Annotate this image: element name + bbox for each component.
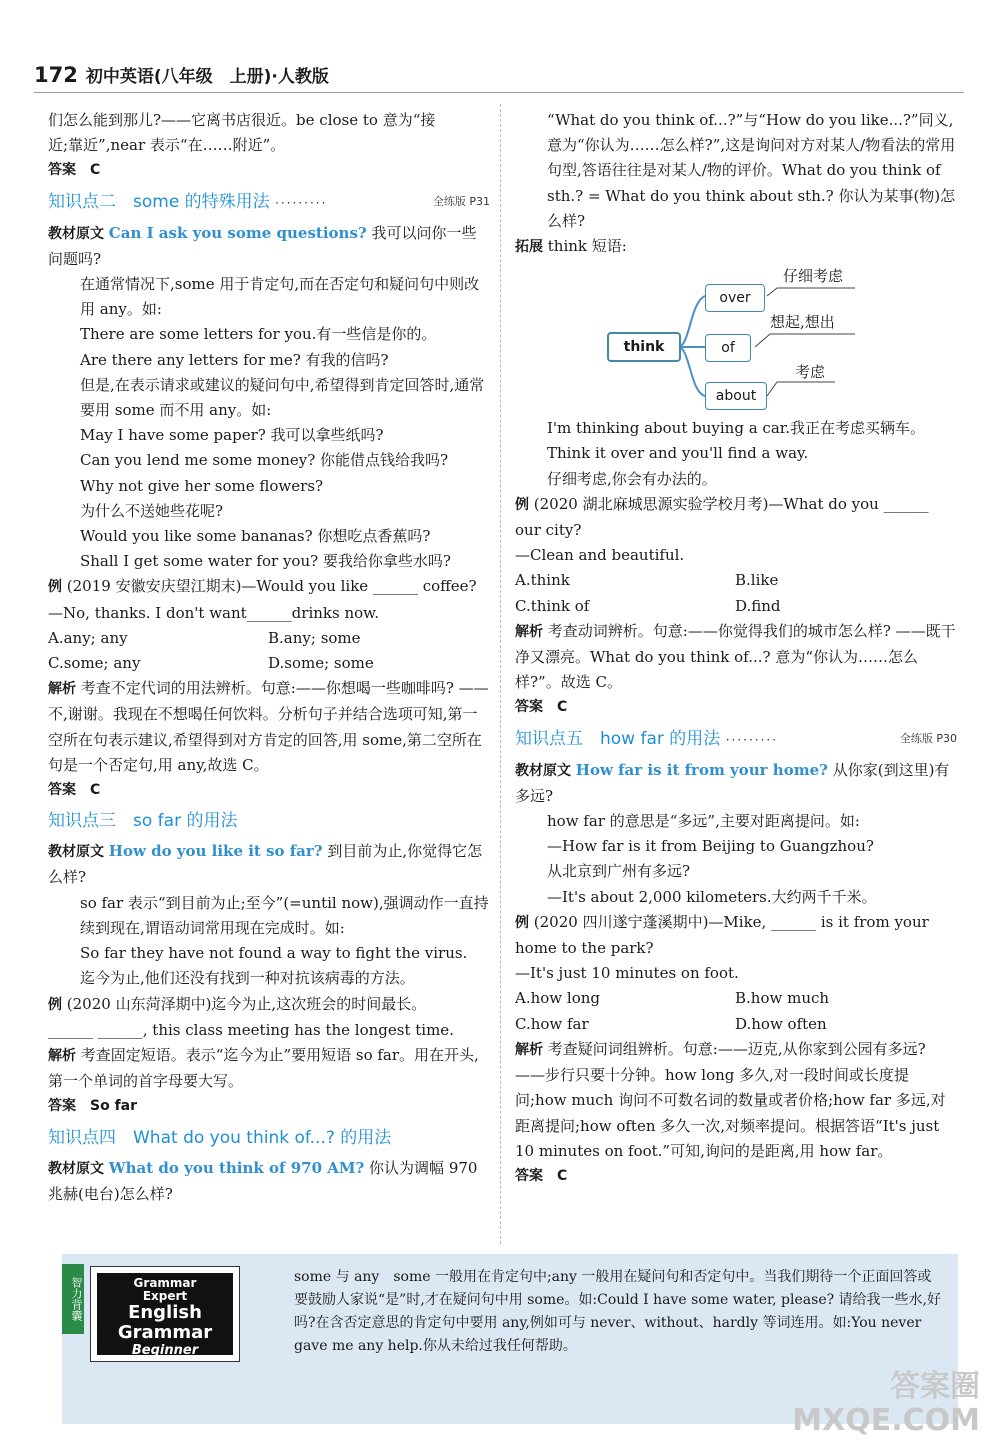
analysis: 解析 考查固定短语。表示“迄今为止”要用短语 so far。用在开头,第一个单词的首字母要大写。 <box>48 1045 479 1091</box>
mindmap-meaning-about: 考虑 <box>795 363 826 382</box>
example-sentence: There are some letters for you.有一些信是你的。 <box>80 325 437 344</box>
right-column <box>515 108 957 1189</box>
mindmap-meaning-over: 仔细考虑 <box>783 267 844 286</box>
grammar-book-logo: Grammar Expert English Grammar Beginner <box>90 1266 240 1362</box>
intro-line: 们怎么能到那儿?——它离书店很近。be close to 意为“接 <box>48 111 436 129</box>
options <box>515 568 957 593</box>
mindmap-node-of: of <box>705 334 751 362</box>
exercise-question: —It's just 10 minutes on foot. <box>515 964 739 983</box>
example-sentence: Are there any letters for me? 有我的信吗? <box>80 350 389 369</box>
example-sentence: 迄今为止,他们还没有找到一种对抗该病毒的方法。 <box>80 969 415 988</box>
intro-line: 近;靠近”,near 表示“在……附近”。 <box>48 136 286 155</box>
options <box>515 594 957 619</box>
explanation: 但是,在表示请求或建议的疑问句中,希望得到肯定回答时,通常要用 some 而不用 any。如: <box>80 375 485 420</box>
source-text: 教材原文 What do you think of 970 AM? 你认为调幅 970 兆赫(电台)怎么样? <box>48 1158 478 1203</box>
watermark: 答案圈 MXQE.COM <box>792 1369 980 1438</box>
answer: 答案 C <box>48 782 101 799</box>
example-sentence: 仔细考虑,你会有办法的。 <box>547 469 717 488</box>
exercise-question: —No, thanks. I don't want______drinks now. <box>48 603 379 622</box>
example-sentence: Why not give her some flowers? <box>80 476 324 495</box>
option: C.think of <box>515 596 590 615</box>
page-number: 172 <box>34 63 78 87</box>
example-sentence: Would you like some bananas? 你想吃点香蕉吗? <box>80 527 431 546</box>
source-text: 教材原文 How do you like it so far? 到目前为止,你觉得它怎么样? <box>48 842 483 887</box>
analysis: 解析 考查疑问词组辨析。句意:——迈克,从你家到公园有多远? ——步行只要十分钟。how long 多久,对一段时间或长度提问;how much 询问不可数名词的数量或者价格;how far 多远,对距离提问;how often 多久一次,对频率提问。根据答语“It's just 10 minutes on foot.”可知,询问的是距离,用 how far。 <box>515 1039 946 1160</box>
option: D.some; some <box>268 654 374 673</box>
answer: 答案 C <box>515 1167 568 1184</box>
answer: 答案 So far <box>48 1098 138 1115</box>
page-header <box>34 62 329 87</box>
options <box>515 1012 957 1037</box>
option: C.how far <box>515 1014 589 1033</box>
explanation: so far 表示“到目前为止;至今”(=until now),强调动作一直持续到现在,谓语动词常用现在完成时。如: <box>80 893 489 937</box>
option: A.think <box>515 571 570 590</box>
source-text: 教材原文 How far is it from your home? 从你家(到这里)有多远? <box>515 760 950 805</box>
header-rule <box>34 92 964 93</box>
example-sentence: —It's about 2,000 kilometers.大约两千千米。 <box>547 887 877 906</box>
left-column <box>48 108 490 1207</box>
mindmap-center: think <box>607 332 681 362</box>
option: B.any; some <box>268 628 361 647</box>
option: D.how often <box>735 1014 827 1033</box>
answer: 答案 C <box>515 699 568 716</box>
options <box>48 626 490 651</box>
exercise-question: —Clean and beautiful. <box>515 546 685 565</box>
option: A.how long <box>515 989 600 1008</box>
explanation: 在通常情况下,some 用于肯定句,而在否定句和疑问句中则改用 any。如: <box>80 275 480 319</box>
exercise-question: 例 (2020 四川遂宁蓬溪期中)—Mike, ______ is it from your home to the park? <box>515 912 929 958</box>
source-text: 教材原文 Can I ask you some questions? 我可以问你一些问题吗? <box>48 223 477 268</box>
tip-text: some 与 any some 一般用在肯定句中;any 一般用在疑问句和否定句中。当我们期待一个正面回答或要鼓励人家说“是”时,才在疑问句中用 some。如:Could I have some water, please? 请给我一些水,好吗?在含否定意思的肯定句中要用 any,例如可与 never、without、hardly 等词连用。如:You never gave me any help.你从未给过我任何帮助。 <box>294 1269 942 1354</box>
exercise-question: 例 (2020 山东菏泽期中)迄今为止,这次班会的时间最长。 <box>48 994 427 1013</box>
example-sentence: Think it over and you'll find a way. <box>547 444 809 463</box>
example-sentence: I'm thinking about buying a car.我正在考虑买辆车。 <box>547 419 926 438</box>
book-title: 初中英语(八年级 上册)·人教版 <box>85 67 329 87</box>
column-divider <box>500 104 501 1244</box>
example-sentence: Shall I get some water for you? 要我给你拿些水吗? <box>80 552 451 571</box>
explanation: how far 的意思是“多远”,主要对距离提问。如: <box>547 812 860 831</box>
example-sentence: Can you lend me some money? 你能借点钱给我吗? <box>80 451 449 470</box>
think-phrase-mindmap <box>515 262 957 412</box>
knowledge-point-title: 知识点二 some 的特殊用法 ········· 全练版 P31 <box>48 191 490 212</box>
extension: 拓展 think 短语: <box>515 237 627 256</box>
mindmap-meaning-of: 想起,想出 <box>770 313 835 332</box>
exercise-question: 例 (2020 湖北麻城思源实验学校月考)—What do you ______ our city? <box>515 494 929 540</box>
example-sentence: So far they have not found a way to fight the virus. <box>80 944 468 963</box>
exercise-question: ______ ______, this class meeting has the longest time. <box>48 1020 454 1039</box>
mindmap-node-about: about <box>705 382 767 410</box>
option: C.some; any <box>48 654 141 673</box>
option: A.any; any <box>48 628 128 647</box>
analysis: 解析 考查动词辨析。句意:——你觉得我们的城市怎么样? ——既干净又漂亮。What do you think of...? 意为“你认为……怎么样?”。故选 C。 <box>515 621 956 692</box>
exercise-question: 例 (2019 安徽安庆望江期末)—Would you like ______ coffee? <box>48 577 477 596</box>
options <box>515 986 957 1011</box>
explanation: “What do you think of...?”与“How do you like...?”同义,意为“你认为……怎么样?”,这是询问对方对某人/物看法的常用句型,答语往往是对某人/物的评价。What do you think of sth.? = What do you think about sth.? 你认为某事(物)怎么样? <box>547 111 956 230</box>
answer: 答案 C <box>48 162 101 179</box>
example-sentence: —How far is it from Beijing to Guangzhou? <box>547 837 874 856</box>
knowledge-point-title: 知识点五 how far 的用法 ········· 全练版 P30 <box>515 728 957 749</box>
option: D.find <box>735 596 781 615</box>
option: B.like <box>735 571 779 590</box>
example-sentence: 为什么不送她些花呢? <box>80 501 224 520</box>
tip-side-label: 智力背囊 <box>62 1264 84 1334</box>
option: B.how much <box>735 989 830 1008</box>
options <box>48 651 490 676</box>
example-sentence: 从北京到广州有多远? <box>547 862 691 881</box>
analysis: 解析 考查不定代词的用法辨析。句意:——你想喝一些咖啡吗? ——不,谢谢。我现在不想喝任何饮料。分析句子并结合选项可知,第一空所在句表示建议,希望得到对方肯定的回答,用 some,第二空所在句是一个否定句,用 any,故选 C。 <box>48 679 489 774</box>
knowledge-point-title: 知识点三 so far 的用法 <box>48 811 238 832</box>
knowledge-point-title: 知识点四 What do you think of...? 的用法 <box>48 1127 392 1148</box>
mindmap-node-over: over <box>705 284 765 312</box>
example-sentence: May I have some paper? 我可以拿些纸吗? <box>80 426 384 445</box>
